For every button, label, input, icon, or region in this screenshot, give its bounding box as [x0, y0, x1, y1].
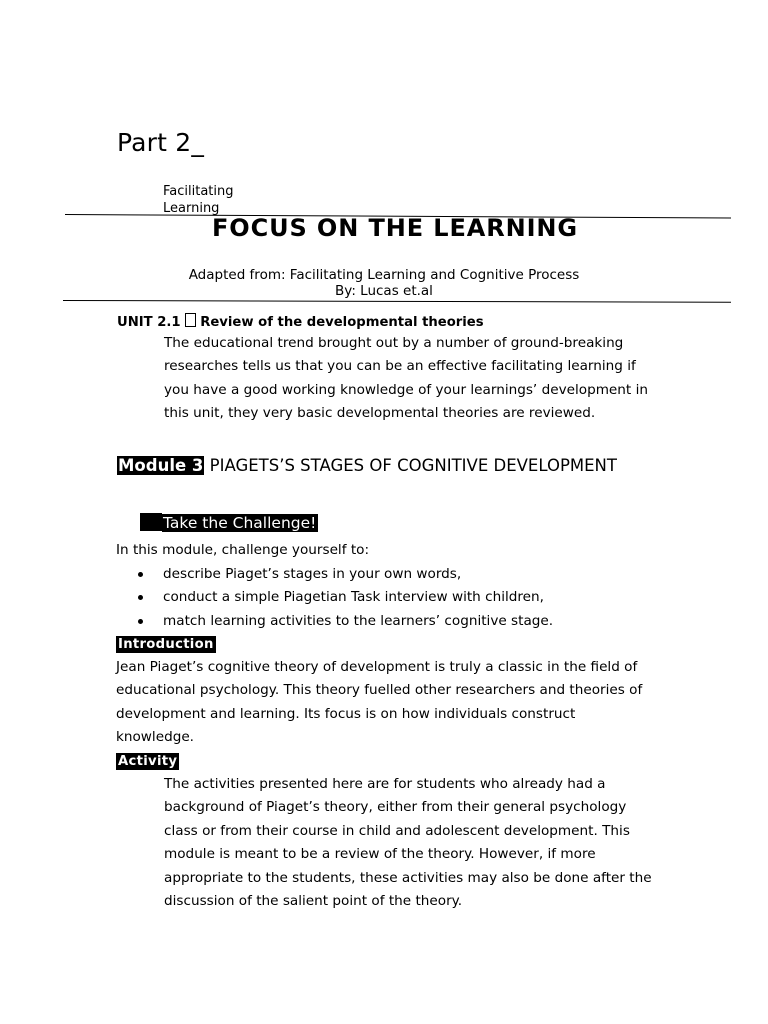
- module-label: Module 3: [118, 456, 204, 475]
- bullet-icon: [138, 572, 143, 577]
- challenge-heading-text: Take the Challenge!: [163, 514, 317, 532]
- unit-paragraph-text: The educational trend brought out by a number of ground-breaking researches tells us that you can be an effective facilitating learning if you have a good working knowledge of your learnings’ development in this unit, they very basic developmental theories are reviewed.: [164, 335, 648, 422]
- main-title: FOCUS ON THE LEARNING: [211, 214, 579, 242]
- arrow-bullet-icon: [140, 513, 162, 531]
- unit-heading: [117, 313, 484, 330]
- module-title: PIAGETS’S STAGES OF COGNITIVE DEVELOPMENT: [209, 456, 617, 475]
- adapted-line: Adapted from: Facilitating Learning and Cognitive Process: [188, 267, 580, 283]
- module-heading: [117, 451, 637, 481]
- challenge-list: [135, 563, 553, 633]
- by-line: By: Lucas et.al: [335, 283, 433, 299]
- list-item: describe Piaget’s stages in your own words,: [135, 563, 553, 586]
- activity-paragraph: [116, 773, 656, 913]
- challenge-intro: In this module, challenge yourself to:: [116, 542, 370, 558]
- bottom-rule: [63, 300, 731, 303]
- bullet-icon: [138, 619, 143, 624]
- subtitle-small: Facilitating Learning: [163, 184, 234, 216]
- bullet-icon: [138, 595, 143, 600]
- activity-text: The activities presented here are for students who already had a background of Piaget’s theory, either from their general psychology class or from their course in child and adolescent development. This module is meant to be a review of the theory. However, if more appropriate to the students, these activities may also be done after the discussion of the salient point of the theory.: [164, 776, 652, 910]
- unit-paragraph: [116, 332, 656, 426]
- challenge-heading: [140, 512, 318, 534]
- unit-title: Review of the developmental theories: [200, 315, 484, 330]
- part-title: Part 2_: [117, 128, 205, 157]
- introduction-label: Introduction: [118, 637, 214, 652]
- unit-number: UNIT 2.1: [117, 315, 181, 330]
- checkbox-glyph-icon: [185, 313, 196, 327]
- list-item: match learning activities to the learners’ cognitive stage.: [135, 610, 553, 633]
- list-item: conduct a simple Piagetian Task interview with children,: [135, 586, 553, 609]
- adapted-block: [0, 267, 768, 299]
- introduction-text: Jean Piaget’s cognitive theory of development is truly a classic in the field of educational psychology. This theory fuelled other researchers and theories of development and learning. Its focus is on how individuals construct knowledge.: [116, 659, 643, 746]
- activity-label: Activity: [118, 754, 178, 769]
